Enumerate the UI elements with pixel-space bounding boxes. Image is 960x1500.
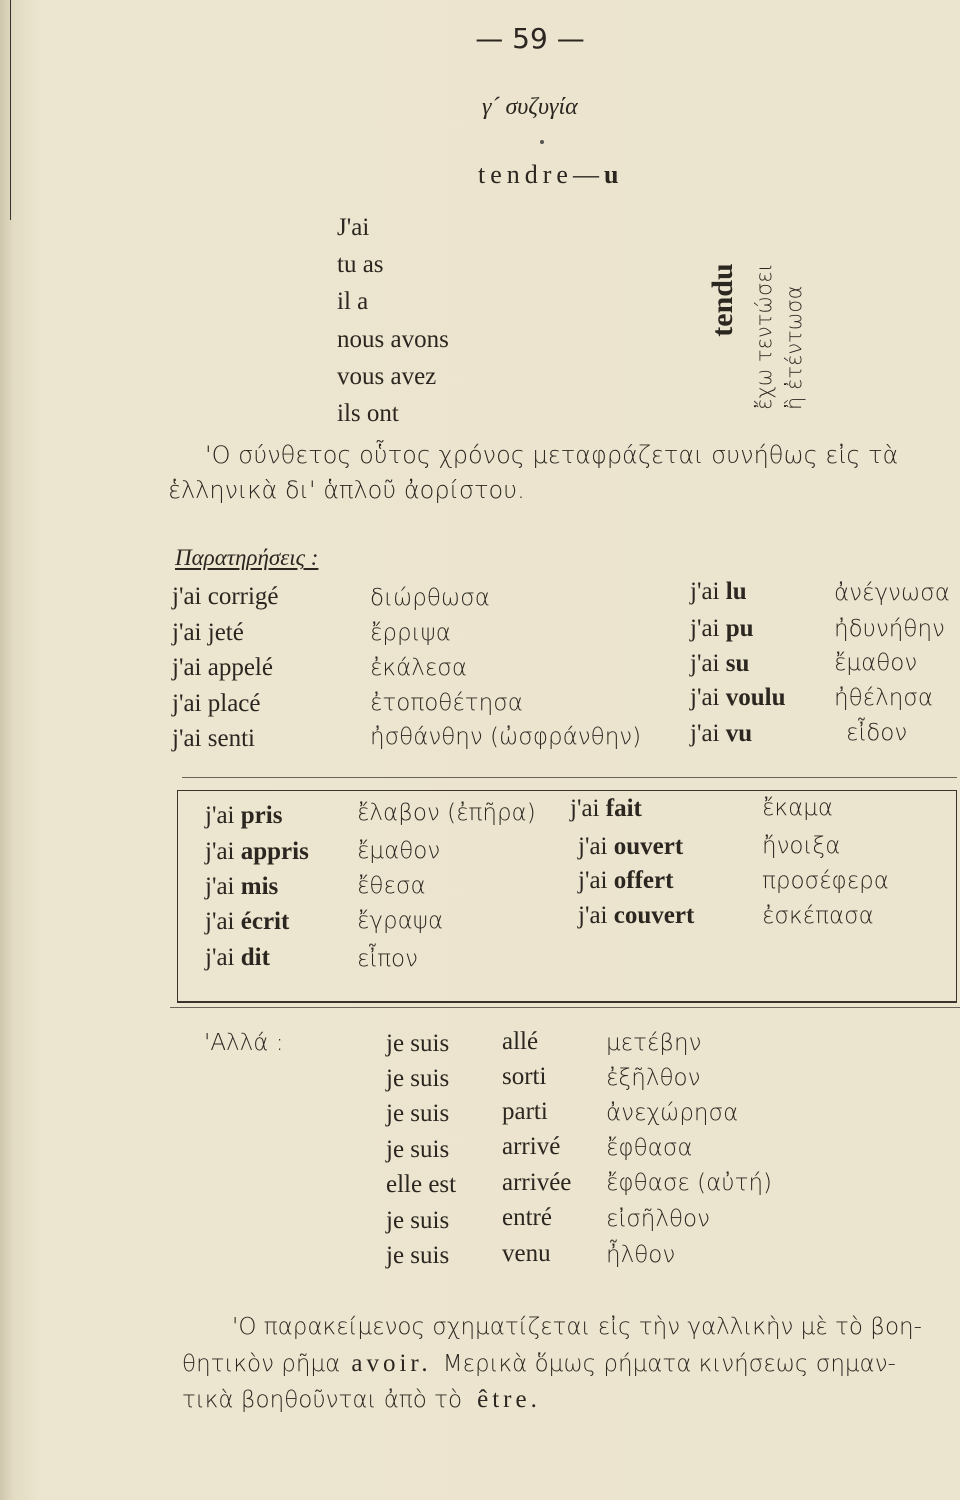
etre-pp-7: venu: [502, 1240, 551, 1267]
remark-gr-4: ἐτοποθέτησα: [370, 690, 523, 716]
etre-fr-5: elle est: [386, 1171, 457, 1198]
box-left-fr-2: j'ai appris: [205, 838, 309, 865]
etre-gr-1: μετέβην: [606, 1030, 702, 1056]
remark-fr-3: j'ai appelé: [172, 654, 273, 681]
verb-heading: [478, 160, 618, 190]
remark-fr-2: j'ai jeté: [172, 619, 244, 646]
box-left-gr-4: ἔγραψα: [357, 908, 444, 934]
etre-fr-7: je suis: [386, 1242, 450, 1269]
box-right-gr-2: ἤνοιξα: [762, 833, 841, 859]
box-right-fr-3: j'ai offert: [578, 867, 674, 894]
box-left-fr-3: j'ai mis: [205, 873, 279, 900]
etre-pp-6: entré: [502, 1204, 552, 1231]
box-right-gr-3: προσέφερα: [762, 868, 889, 894]
greek-vertical-1: ἔχω τεντώσει: [752, 263, 776, 410]
paragraph-2-line-3a: τικὰ βοηθοῦνται ἀπὸ τὸ: [182, 1387, 463, 1413]
box-left-gr-3: ἔθεσα: [357, 873, 426, 899]
section-title: γ´ συζυγία: [482, 94, 578, 120]
paragraph-1-line-1: 'Ο σύνθετος οὗτος χρόνος μεταφράζεται συνήθως εἰς τὰ: [205, 441, 899, 469]
remark-gr-1: διώρθωσα: [370, 585, 490, 611]
remark-gr2-1: ἀνέγνωσα: [834, 580, 950, 606]
etre-gr-3: ἀνεχώρησα: [606, 1100, 739, 1126]
paragraph-2-etre: être.: [477, 1386, 541, 1413]
paragraph-2-line-3: [182, 1386, 541, 1414]
remark-gr2-5: εἶδον: [846, 720, 908, 746]
etre-fr-2: je suis: [386, 1065, 450, 1092]
remark-fr2-1: j'ai lu: [690, 578, 747, 605]
pronoun-2: tu as: [337, 251, 384, 278]
remark-fr2-4: j'ai voulu: [690, 684, 786, 711]
but-label: 'Αλλά :: [204, 1030, 284, 1056]
box-left-gr-1: ἔλαβον (ἐπῆρα): [357, 800, 536, 826]
etre-gr-2: ἐξῆλθον: [606, 1065, 701, 1091]
remark-fr2-5: j'ai vu: [690, 720, 753, 747]
box-right-fr-4: j'ai couvert: [578, 902, 695, 929]
paragraph-2-line-2: [182, 1350, 896, 1378]
paragraph-2-line-2a: θητικὸν ρῆμα: [182, 1351, 341, 1377]
etre-fr-6: je suis: [386, 1207, 450, 1234]
box-right-gr-4: ἐσκέπασα: [762, 903, 874, 929]
etre-pp-1: allé: [502, 1028, 539, 1055]
remark-gr-3: ἐκάλεσα: [370, 655, 468, 681]
verb-stem: tendre—: [478, 160, 604, 189]
remark-gr2-4: ἠθέλησα: [834, 685, 934, 711]
etre-gr-7: ἦλθον: [606, 1242, 676, 1268]
remark-fr-5: j'ai senti: [172, 725, 255, 752]
box-right-fr-1: j'ai fait: [570, 795, 642, 822]
rule-top: [182, 777, 957, 778]
remark-gr2-2: ἠδυνήθην: [834, 616, 945, 642]
irregular-verbs-box: [177, 790, 957, 1003]
remark-fr2-3: j'ai su: [690, 650, 750, 677]
etre-pp-2: sorti: [502, 1063, 547, 1090]
remark-gr-5: ἠσθάνθην (ὠσφράνθην): [370, 724, 642, 750]
etre-fr-4: je suis: [386, 1136, 450, 1163]
separator-dot: [540, 140, 544, 144]
remark-fr-1: j'ai corrigé: [172, 583, 279, 610]
pronoun-4: nous avons: [337, 326, 449, 353]
box-left-gr-2: ἔμαθον: [357, 838, 441, 864]
pronoun-5: vous avez: [337, 363, 437, 390]
etre-fr-1: je suis: [386, 1030, 450, 1057]
box-right-fr-2: j'ai ouvert: [578, 833, 684, 860]
box-left-gr-5: εἶπον: [357, 946, 418, 972]
page-number: — 59 —: [475, 22, 585, 55]
etre-gr-6: εἰσῆλθον: [606, 1206, 710, 1232]
remarks-heading: Παρατηρήσεις :: [175, 545, 319, 570]
paragraph-2-avoir: avoir.: [351, 1350, 432, 1377]
etre-fr-3: je suis: [386, 1100, 450, 1127]
etre-gr-5: ἔφθασε (αὐτή): [606, 1170, 772, 1196]
etre-pp-3: parti: [502, 1098, 548, 1125]
etre-gr-4: ἔφθασα: [606, 1135, 693, 1161]
pronoun-6: ils ont: [337, 400, 399, 427]
box-left-fr-1: j'ai pris: [205, 802, 283, 829]
remark-gr2-3: ἔμαθον: [834, 650, 918, 676]
box-right-gr-1: ἔκαμα: [762, 795, 834, 821]
box-left-fr-5: j'ai dit: [205, 944, 270, 971]
verb-ending: u: [603, 160, 619, 189]
remark-fr-4: j'ai placé: [172, 690, 261, 717]
paragraph-2-line-2c: Μερικὰ ὅμως ρήματα κινήσεως σημαν-: [442, 1351, 896, 1377]
box-left-fr-4: j'ai écrit: [205, 908, 290, 935]
remark-gr-2: ἔρριψα: [370, 620, 451, 646]
rule-bottom: [170, 1007, 960, 1008]
remark-fr2-2: j'ai pu: [690, 615, 754, 642]
greek-vertical-2: ἢ ἐτέντωσα: [782, 285, 806, 410]
pronoun-1: J'ai: [337, 214, 370, 241]
etre-pp-4: arrivé: [502, 1133, 561, 1160]
pronoun-3: il a: [337, 288, 369, 315]
participle-tendu: tendu: [706, 263, 739, 337]
paragraph-2-line-1: 'Ο παρακείμενος σχηματίζεται εἰς τὴν γαλλικὴν μὲ τὸ βοη-: [232, 1314, 922, 1340]
paragraph-1-line-2: ἑλληνικὰ δι' ἁπλοῦ ἀορίστου.: [168, 476, 525, 504]
etre-pp-5: arrivée: [502, 1169, 572, 1196]
